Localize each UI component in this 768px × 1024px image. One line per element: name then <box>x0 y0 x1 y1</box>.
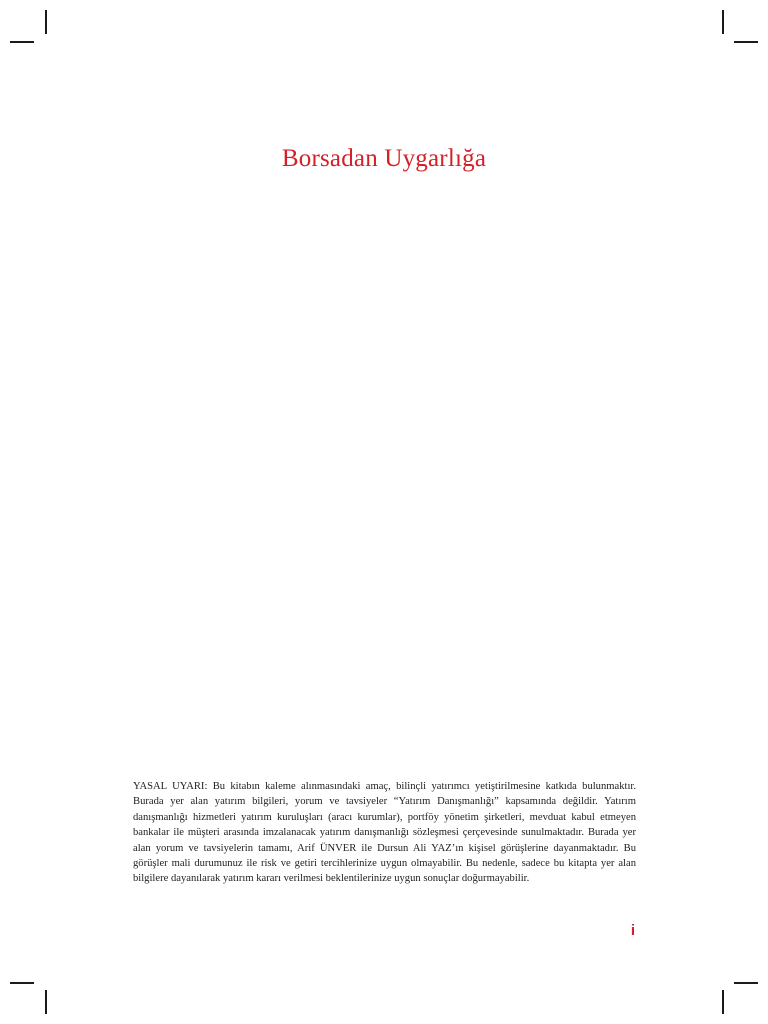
book-title: Borsadan Uygarlığa <box>281 145 487 172</box>
crop-mark-bottom-right-vertical <box>722 990 724 1014</box>
crop-mark-top-right-horizontal <box>734 41 758 43</box>
crop-mark-bottom-left-horizontal <box>10 982 34 984</box>
crop-mark-top-right-vertical <box>722 10 724 34</box>
page-number: i <box>630 922 636 939</box>
crop-mark-top-left-vertical <box>45 10 47 34</box>
crop-mark-top-left-horizontal <box>10 41 34 43</box>
crop-mark-bottom-left-vertical <box>45 990 47 1014</box>
legal-notice: YASAL UYARI: Bu kitabın kaleme alınmasındaki amaç, bilinçli yatırımcı yetiştirilmesine katkıda bulunmaktır. Burada yer alan yatırım bilgileri, yorum ve tavsiyeler “Yatırım Danışmanlığı” kapsamında değildir. Yatırım danışmanlığı hizmetleri yatırım kuruluşları (aracı kurumlar), portföy yönetim şirketleri, mevduat kabul etmeyen bankalar ile müşteri arasında imzalanacak yatırım danışmanlığı sözleşmesi çerçevesinde sunulmaktadır. Burada yer alan yorum ve tavsiyelerin tamamı, Arif ÜNVER ile Dursun Ali YAZ’ın kişisel görüşlerine dayanmaktadır. Bu görüşler mali durumunuz ile risk ve getiri tercihlerinize uygun olmayabilir. Bu nedenle, sadece bu kitapta yer alan bilgilere dayanılarak yatırım kararı verilmesi beklentilerinize uygun sonuçlar doğurmayabilir. <box>133 781 636 885</box>
crop-mark-bottom-right-horizontal <box>734 982 758 984</box>
